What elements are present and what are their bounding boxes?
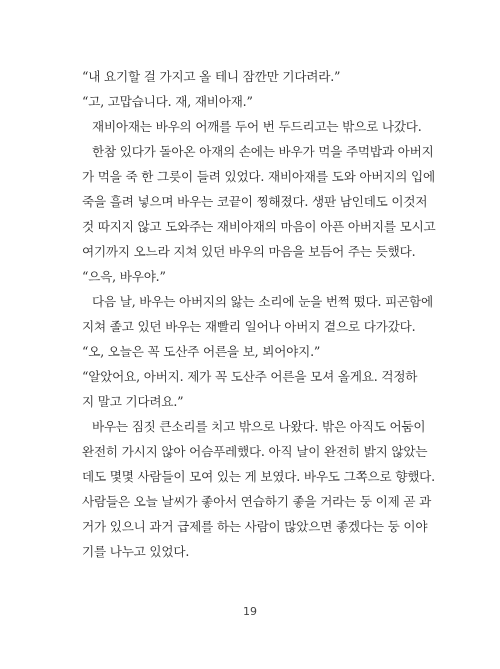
body-text	[82, 64, 442, 564]
page-number: 19	[243, 605, 257, 618]
text-line: “알았어요, 아버지. 제가 꼭 도산주 어른을 모셔 올게요. 걱정하	[82, 369, 418, 384]
text-line: 기를 나누고 있었다.	[82, 544, 190, 559]
text-line: 재비아재는 바우의 어깨를 두어 번 두드리고는 밖으로 나갔다.	[92, 119, 422, 134]
text-line: 데도 몇몇 사람들이 모여 있는 게 보였다. 바우도 그쪽으로 향했다.	[82, 469, 435, 484]
text-line: 지 말고 기다려요.”	[82, 394, 184, 409]
text-line: 완전히 가시지 않아 어슴푸레했다. 아직 날이 완전히 밝지 않았는	[82, 444, 428, 459]
text-line: “으윽, 바우야.”	[82, 269, 166, 284]
text-line: “오, 오늘은 꼭 도산주 어른을 보, 뵈어야지.”	[82, 344, 321, 359]
text-line: 지쳐 졸고 있던 바우는 재빨리 일어나 아버지 곁으로 다가갔다.	[82, 319, 416, 334]
text-line: “고, 고맙습니다. 재, 재비아재.”	[82, 94, 253, 109]
text-line: 죽을 흘려 넣으며 바우는 코끝이 찡해졌다. 생판 남인데도 이것저	[82, 194, 428, 209]
text-line: 가 먹을 죽 한 그릇이 들려 있었다. 재비아재를 도와 아버지의 입에	[82, 169, 435, 184]
text-line: 바우는 짐짓 큰소리를 치고 밖으로 나왔다. 밖은 아직도 어둠이	[92, 419, 426, 434]
text-line: 한참 있다가 돌아온 아재의 손에는 바우가 먹을 주먹밥과 아버지	[92, 144, 434, 159]
text-line: 사람들은 오늘 날씨가 좋아서 연습하기 좋을 거라는 둥 이제 곧 과	[82, 494, 432, 509]
text-line: “내 요기할 걸 가지고 올 테니 잠깐만 기다려라.”	[82, 69, 341, 84]
text-line: 여기까지 오느라 지쳐 있던 바우의 마음을 보듬어 주는 듯했다.	[82, 244, 416, 259]
text-line: 거가 있으니 과거 급제를 하는 사람이 많았으면 좋겠다는 둥 이야	[82, 519, 428, 534]
text-line: 다음 날, 바우는 아버지의 앓는 소리에 눈을 번쩍 떴다. 피곤함에	[92, 294, 433, 309]
text-line: 것 따지지 않고 도와주는 재비아재의 마음이 아픈 아버지를 모시고	[82, 219, 436, 234]
